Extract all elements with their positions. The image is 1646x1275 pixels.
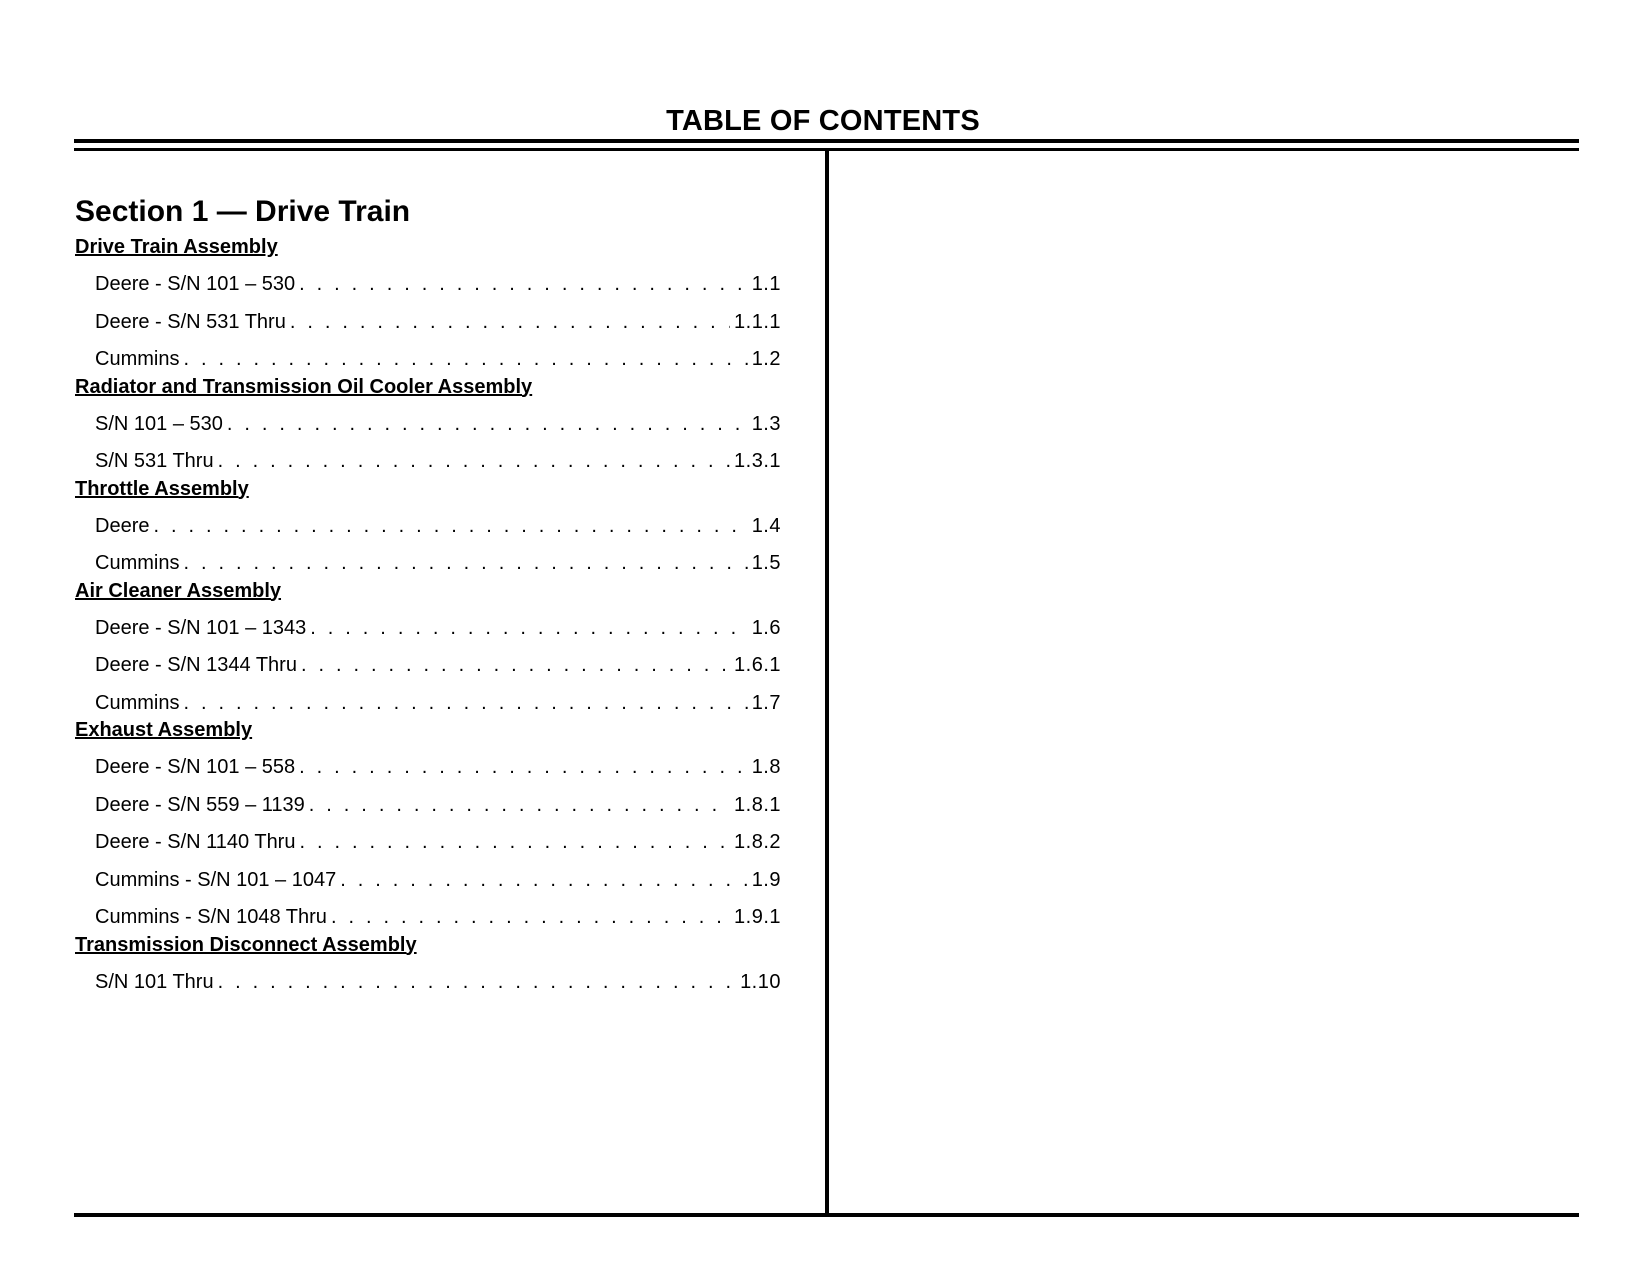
toc-entry-page: 1.6: [751, 616, 781, 639]
dot-leader: [299, 832, 730, 852]
page-title: TABLE OF CONTENTS: [666, 105, 980, 137]
toc-entry-label: Deere - S/N 101 – 1343: [95, 616, 307, 639]
toc-entry-page: 1.7: [751, 691, 781, 714]
toc-entry-page: 1.8.1: [734, 793, 781, 816]
toc-entry-page: 1.4: [751, 514, 781, 537]
toc-entry-label: Deere - S/N 1140 Thru: [95, 831, 296, 853]
toc-entry-page: 1.3: [751, 412, 781, 435]
footer-rule: [74, 1213, 1579, 1217]
header-rule-top: [74, 139, 1579, 143]
toc-left-column: [75, 192, 781, 996]
dot-leader: [331, 907, 730, 927]
toc-entry-page: 1.1.1: [734, 310, 781, 333]
dot-leader: [183, 349, 747, 369]
toc-entry[interactable]: [75, 336, 781, 374]
toc-entry[interactable]: [75, 680, 781, 718]
toc-entry[interactable]: [75, 401, 781, 439]
dot-leader: [183, 553, 747, 573]
toc-entry[interactable]: [75, 959, 781, 997]
dot-leader: [340, 870, 747, 890]
toc-entry-page: 1.9: [751, 868, 781, 891]
dot-leader: [301, 655, 730, 675]
dot-leader: [218, 972, 736, 992]
toc-entry-page: 1.9.1: [734, 906, 781, 928]
toc-entry-label: S/N 101 Thru: [95, 970, 214, 993]
toc-entry-label: Deere - S/N 531 Thru: [95, 310, 286, 333]
toc-entry[interactable]: [75, 540, 781, 578]
toc-entry[interactable]: [75, 782, 781, 820]
toc-entry[interactable]: [75, 503, 781, 541]
toc-entry-page: 1.2: [751, 348, 781, 370]
toc-entry[interactable]: [75, 299, 781, 337]
toc-entry[interactable]: [75, 605, 781, 643]
dot-leader: [299, 757, 748, 777]
toc-entry[interactable]: [75, 819, 781, 857]
toc-entry-label: Deere - S/N 1344 Thru: [95, 654, 297, 676]
group-heading-transmission-disconnect-assembly[interactable]: Transmission Disconnect Assembly: [75, 933, 417, 956]
column-divider: [825, 151, 829, 1217]
group-heading-air-cleaner-assembly[interactable]: Air Cleaner Assembly: [75, 579, 282, 602]
toc-entry-page: 1.3.1: [734, 450, 781, 472]
dot-leader: [227, 414, 748, 434]
dot-leader: [183, 693, 747, 713]
dot-leader: [310, 618, 747, 638]
toc-entry[interactable]: [75, 744, 781, 782]
toc-entry-page: 1.5: [751, 552, 781, 574]
dot-leader: [290, 312, 730, 332]
toc-entry-page: 1.8.2: [734, 831, 781, 853]
toc-entry-page: 1.10: [740, 970, 781, 993]
dot-leader: [299, 274, 748, 294]
toc-entry-page: 1.8: [751, 756, 781, 778]
toc-entry[interactable]: [75, 438, 781, 476]
toc-entry[interactable]: [75, 857, 781, 895]
section-title: Section 1 — Drive Train: [75, 195, 411, 228]
toc-entry-page: 1.1: [751, 273, 781, 295]
toc-entry-label: Deere - S/N 101 – 530: [95, 273, 296, 295]
toc-entry[interactable]: [75, 261, 781, 299]
toc-entry-label: Cummins - S/N 101 – 1047: [95, 868, 337, 891]
toc-entry-label: Cummins: [95, 691, 180, 714]
toc-entry[interactable]: [75, 894, 781, 932]
group-heading-radiator-assembly[interactable]: Radiator and Transmission Oil Cooler Assembly: [75, 375, 533, 398]
dot-leader: [309, 795, 730, 815]
group-heading-drive-train-assembly[interactable]: Drive Train Assembly: [75, 236, 278, 258]
toc-entry-label: Deere: [95, 514, 150, 537]
toc-entry-label: Deere - S/N 559 – 1139: [95, 793, 305, 816]
toc-entry[interactable]: [75, 642, 781, 680]
toc-entry-label: S/N 531 Thru: [95, 450, 214, 472]
group-heading-exhaust-assembly[interactable]: Exhaust Assembly: [75, 719, 253, 741]
toc-entry-label: Cummins: [95, 348, 180, 370]
toc-entry-label: S/N 101 – 530: [95, 412, 223, 435]
group-heading-throttle-assembly[interactable]: Throttle Assembly: [75, 477, 249, 500]
toc-entry-label: Cummins: [95, 552, 180, 574]
dot-leader: [153, 516, 747, 536]
toc-entry-page: 1.6.1: [734, 654, 781, 676]
toc-entry-label: Deere - S/N 101 – 558: [95, 756, 296, 778]
dot-leader: [218, 451, 730, 471]
toc-entry-label: Cummins - S/N 1048 Thru: [95, 906, 327, 928]
